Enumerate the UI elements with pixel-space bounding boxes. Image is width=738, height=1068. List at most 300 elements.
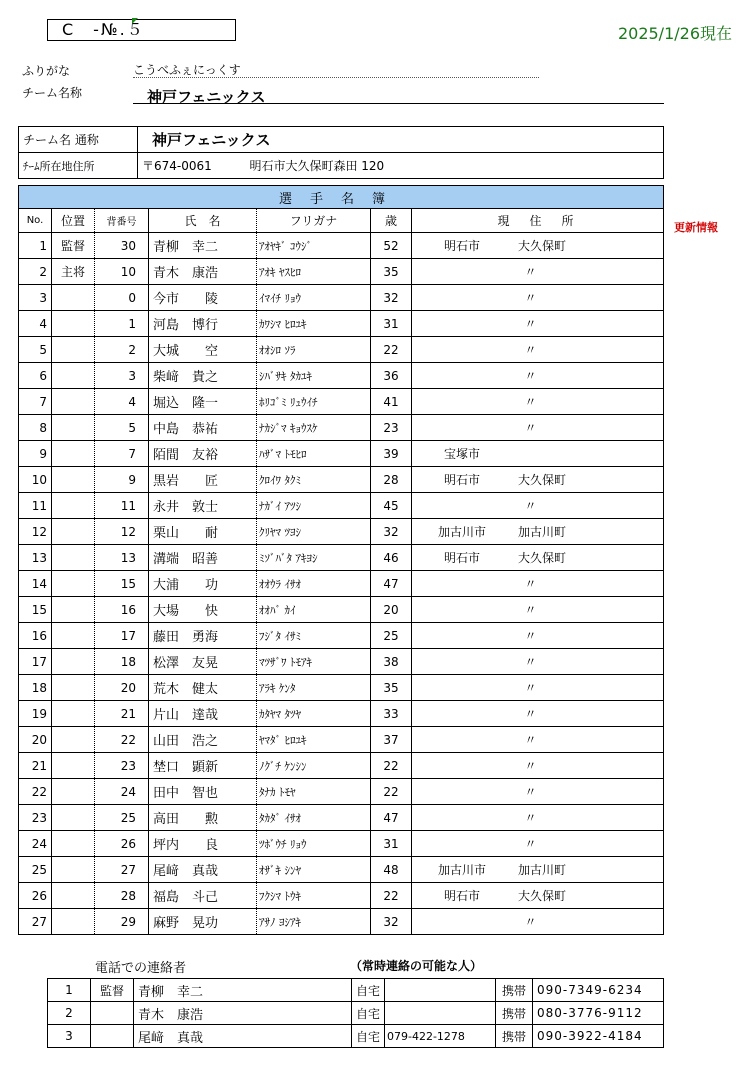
roster-table xyxy=(18,185,664,935)
player-no: 6 xyxy=(19,363,52,389)
player-name: 中島 恭祐 xyxy=(149,415,257,441)
contact-row xyxy=(48,979,664,1002)
player-kana: ﾌｼﾞﾀ ｲｻﾐ xyxy=(257,623,371,649)
player-pos xyxy=(52,415,95,441)
player-name: 田中 智也 xyxy=(149,779,257,805)
roster-header-row xyxy=(19,209,664,233)
player-address xyxy=(412,623,664,649)
as-of-date: 2025/1/26現在 xyxy=(617,24,732,43)
player-name: 麻野 晃功 xyxy=(149,909,257,935)
player-age: 25 xyxy=(371,623,412,649)
header-no: No. xyxy=(19,209,52,233)
player-no: 13 xyxy=(19,545,52,571)
table-row xyxy=(19,909,664,935)
contact-name: 青柳 幸二 xyxy=(134,979,352,1002)
player-number: 22 xyxy=(95,727,149,753)
player-age: 47 xyxy=(371,571,412,597)
player-address xyxy=(412,701,664,727)
contact-no: 3 xyxy=(48,1025,91,1048)
player-address xyxy=(412,285,664,311)
address-city: 明石市 xyxy=(443,551,480,565)
player-pos xyxy=(52,493,95,519)
home-phone: 079-422-1278 xyxy=(385,1025,496,1048)
player-kana: ﾌｸｼﾏ ﾄｳｷ xyxy=(257,883,371,909)
player-age: 22 xyxy=(371,883,412,909)
player-address xyxy=(412,675,664,701)
player-number: 1 xyxy=(95,311,149,337)
player-name: 堀込 隆一 xyxy=(149,389,257,415)
player-pos xyxy=(52,519,95,545)
ditto-mark: 〃 xyxy=(524,343,537,357)
table-row xyxy=(19,493,664,519)
player-address xyxy=(412,519,664,545)
player-number: 16 xyxy=(95,597,149,623)
common-name-label: チーム名 通称 xyxy=(19,127,138,153)
player-number: 29 xyxy=(95,909,149,935)
player-name: 黒岩 匠 xyxy=(149,467,257,493)
contact-pos xyxy=(91,1025,134,1048)
player-name: 坪内 良 xyxy=(149,831,257,857)
team-info-table xyxy=(18,126,664,179)
home-label: 自宅 xyxy=(352,1025,385,1048)
player-age: 23 xyxy=(371,415,412,441)
player-pos xyxy=(52,701,95,727)
player-no: 17 xyxy=(19,649,52,675)
table-row xyxy=(19,363,664,389)
player-name: 大城 空 xyxy=(149,337,257,363)
player-address xyxy=(412,259,664,285)
player-name: 埜口 顕新 xyxy=(149,753,257,779)
address-value: 明石市大久保町森田 120 xyxy=(249,159,385,173)
player-pos xyxy=(52,571,95,597)
player-address xyxy=(412,545,664,571)
furigana-label: ふりがな xyxy=(22,64,71,78)
address-town: 加古川町 xyxy=(517,863,566,877)
player-age: 20 xyxy=(371,597,412,623)
table-row xyxy=(19,571,664,597)
player-kana: ｲﾏｲﾁ ﾘｮｳ xyxy=(257,285,371,311)
player-name: 陌間 友裕 xyxy=(149,441,257,467)
player-no: 18 xyxy=(19,675,52,701)
player-address xyxy=(412,363,664,389)
player-kana: ﾀﾅｶ ﾄﾓﾔ xyxy=(257,779,371,805)
player-address xyxy=(412,883,664,909)
mobile-phone: 090-3922-4184 xyxy=(533,1025,664,1048)
team-name-value: 神戸フェニックス xyxy=(133,86,664,104)
player-no: 20 xyxy=(19,727,52,753)
player-name: 今市 陵 xyxy=(149,285,257,311)
ditto-mark: 〃 xyxy=(524,759,537,773)
player-number: 11 xyxy=(95,493,149,519)
player-no: 12 xyxy=(19,519,52,545)
player-kana: ｱｵｷ ﾔｽﾋﾛ xyxy=(257,259,371,285)
player-name: 永井 敦士 xyxy=(149,493,257,519)
player-address xyxy=(412,441,664,467)
player-age: 33 xyxy=(371,701,412,727)
table-row xyxy=(19,415,664,441)
ditto-mark: 〃 xyxy=(524,291,537,305)
player-no: 27 xyxy=(19,909,52,935)
table-row xyxy=(19,441,664,467)
player-pos xyxy=(52,389,95,415)
table-row xyxy=(19,519,664,545)
player-age: 36 xyxy=(371,363,412,389)
ditto-mark: 〃 xyxy=(524,499,537,513)
player-no: 23 xyxy=(19,805,52,831)
player-no: 2 xyxy=(19,259,52,285)
player-pos xyxy=(52,441,95,467)
ditto-mark: 〃 xyxy=(524,317,537,331)
player-no: 4 xyxy=(19,311,52,337)
address-city: 加古川市 xyxy=(437,863,486,877)
player-age: 32 xyxy=(371,285,412,311)
table-row xyxy=(19,779,664,805)
address-town: 大久保町 xyxy=(517,551,566,565)
contact-name: 尾﨑 真哉 xyxy=(134,1025,352,1048)
table-row xyxy=(19,883,664,909)
player-kana: ｸﾛｲﾜ ﾀｸﾐ xyxy=(257,467,371,493)
table-row xyxy=(19,285,664,311)
table-row xyxy=(19,259,664,285)
contact-no: 1 xyxy=(48,979,91,1002)
player-name: 大浦 功 xyxy=(149,571,257,597)
contact-no: 2 xyxy=(48,1002,91,1025)
player-number: 27 xyxy=(95,857,149,883)
player-no: 15 xyxy=(19,597,52,623)
contact-name: 青木 康浩 xyxy=(134,1002,352,1025)
player-pos xyxy=(52,311,95,337)
player-number: 10 xyxy=(95,259,149,285)
home-phone xyxy=(385,1002,496,1025)
player-number: 28 xyxy=(95,883,149,909)
player-kana: ﾅｶﾞｲ ｱﾂｼ xyxy=(257,493,371,519)
cell-comment-marker xyxy=(132,18,138,24)
player-address xyxy=(412,805,664,831)
table-row xyxy=(19,649,664,675)
player-address xyxy=(412,857,664,883)
table-row xyxy=(19,389,664,415)
header-pos: 位置 xyxy=(52,209,95,233)
player-number: 21 xyxy=(95,701,149,727)
player-number: 12 xyxy=(95,519,149,545)
player-age: 45 xyxy=(371,493,412,519)
table-row xyxy=(19,727,664,753)
player-pos xyxy=(52,753,95,779)
ditto-mark: 〃 xyxy=(524,915,537,929)
player-number: 3 xyxy=(95,363,149,389)
player-no: 8 xyxy=(19,415,52,441)
ditto-mark: 〃 xyxy=(524,421,537,435)
player-pos xyxy=(52,597,95,623)
address-town: 大久保町 xyxy=(517,473,566,487)
address-city: 宝塚市 xyxy=(443,447,480,461)
home-phone xyxy=(385,979,496,1002)
form-code: C -№.５ xyxy=(62,20,145,39)
player-number: 30 xyxy=(95,233,149,259)
player-name: 高田 勲 xyxy=(149,805,257,831)
player-age: 35 xyxy=(371,259,412,285)
player-number: 15 xyxy=(95,571,149,597)
player-no: 14 xyxy=(19,571,52,597)
player-age: 22 xyxy=(371,779,412,805)
player-name: 河島 博行 xyxy=(149,311,257,337)
player-age: 31 xyxy=(371,311,412,337)
header-num: 背番号 xyxy=(95,209,149,233)
player-age: 31 xyxy=(371,831,412,857)
player-address xyxy=(412,233,664,259)
player-no: 5 xyxy=(19,337,52,363)
player-kana: ｵｵﾊﾞ ｶｲ xyxy=(257,597,371,623)
table-row xyxy=(19,623,664,649)
player-pos xyxy=(52,857,95,883)
ditto-mark: 〃 xyxy=(524,603,537,617)
table-row xyxy=(19,311,664,337)
player-number: 24 xyxy=(95,779,149,805)
table-row xyxy=(19,233,664,259)
player-pos xyxy=(52,363,95,389)
player-name: 荒木 健太 xyxy=(149,675,257,701)
player-kana: ｶﾀﾔﾏ ﾀﾂﾔ xyxy=(257,701,371,727)
player-no: 25 xyxy=(19,857,52,883)
player-number: 5 xyxy=(95,415,149,441)
ditto-mark: 〃 xyxy=(524,655,537,669)
player-pos: 監督 xyxy=(52,233,95,259)
player-age: 48 xyxy=(371,857,412,883)
player-kana: ｶﾜｼﾏ ﾋﾛﾕｷ xyxy=(257,311,371,337)
address-city: 明石市 xyxy=(443,473,480,487)
ditto-mark: 〃 xyxy=(524,395,537,409)
player-kana: ﾊｻﾞﾏ ﾄﾓﾋﾛ xyxy=(257,441,371,467)
player-pos xyxy=(52,779,95,805)
player-name: 青木 康浩 xyxy=(149,259,257,285)
mobile-label: 携帯 xyxy=(496,1025,533,1048)
player-age: 32 xyxy=(371,909,412,935)
contact-row xyxy=(48,1025,664,1048)
player-kana: ｵｵｼﾛ ｿﾗ xyxy=(257,337,371,363)
player-number: 18 xyxy=(95,649,149,675)
contact-table xyxy=(47,978,664,1048)
table-row xyxy=(19,831,664,857)
player-kana: ﾏﾂｻﾞﾜ ﾄﾓｱｷ xyxy=(257,649,371,675)
player-kana: ｸﾘﾔﾏ ﾂﾖｼ xyxy=(257,519,371,545)
address-town: 加古川町 xyxy=(517,525,566,539)
player-number: 2 xyxy=(95,337,149,363)
contact-pos xyxy=(91,1002,134,1025)
contact-title: 電話での連絡者 xyxy=(95,961,187,976)
player-number: 23 xyxy=(95,753,149,779)
player-name: 尾﨑 真哉 xyxy=(149,857,257,883)
address-town: 大久保町 xyxy=(517,239,566,253)
player-number: 17 xyxy=(95,623,149,649)
player-kana: ｱｻﾉ ﾖｼｱｷ xyxy=(257,909,371,935)
form-code-box xyxy=(47,19,236,41)
table-row xyxy=(19,597,664,623)
player-pos xyxy=(52,337,95,363)
team-name-label: チーム名称 xyxy=(22,86,83,100)
player-name: 山田 浩之 xyxy=(149,727,257,753)
header-name: 氏 名 xyxy=(149,209,257,233)
mobile-label: 携帯 xyxy=(496,1002,533,1025)
table-row xyxy=(19,753,664,779)
player-kana: ﾀｶﾀﾞ ｲｻｵ xyxy=(257,805,371,831)
table-row xyxy=(19,337,664,363)
table-row xyxy=(19,805,664,831)
player-kana: ｱｵﾔｷﾞ ｺｳｼﾞ xyxy=(257,233,371,259)
ditto-mark: 〃 xyxy=(524,681,537,695)
mobile-phone: 090-7349-6234 xyxy=(533,979,664,1002)
player-kana: ｱﾗｷ ｹﾝﾀ xyxy=(257,675,371,701)
player-number: 13 xyxy=(95,545,149,571)
player-name: 大場 快 xyxy=(149,597,257,623)
player-kana: ﾎﾘｺﾞﾐ ﾘｭｳｲﾁ xyxy=(257,389,371,415)
player-age: 52 xyxy=(371,233,412,259)
player-kana: ｼﾊﾞｻｷ ﾀｶﾕｷ xyxy=(257,363,371,389)
player-number: 0 xyxy=(95,285,149,311)
player-no: 19 xyxy=(19,701,52,727)
player-name: 片山 達哉 xyxy=(149,701,257,727)
common-name-value: 神戸フェニックス xyxy=(138,127,664,153)
player-number: 26 xyxy=(95,831,149,857)
player-age: 35 xyxy=(371,675,412,701)
player-age: 39 xyxy=(371,441,412,467)
player-pos xyxy=(52,649,95,675)
player-age: 38 xyxy=(371,649,412,675)
contact-pos: 監督 xyxy=(91,979,134,1002)
player-pos xyxy=(52,805,95,831)
player-address xyxy=(412,571,664,597)
player-address xyxy=(412,337,664,363)
address-city: 加古川市 xyxy=(437,525,486,539)
ditto-mark: 〃 xyxy=(524,785,537,799)
update-info-label: 更新情報 xyxy=(674,221,718,234)
player-no: 9 xyxy=(19,441,52,467)
mobile-phone: 080-3776-9112 xyxy=(533,1002,664,1025)
player-name: 松澤 友晃 xyxy=(149,649,257,675)
player-pos xyxy=(52,883,95,909)
ditto-mark: 〃 xyxy=(524,265,537,279)
player-kana: ﾔﾏﾀﾞ ﾋﾛﾕｷ xyxy=(257,727,371,753)
player-age: 22 xyxy=(371,337,412,363)
table-row xyxy=(19,701,664,727)
player-no: 10 xyxy=(19,467,52,493)
ditto-mark: 〃 xyxy=(524,369,537,383)
home-label: 自宅 xyxy=(352,979,385,1002)
player-age: 37 xyxy=(371,727,412,753)
player-address xyxy=(412,831,664,857)
address-city: 明石市 xyxy=(443,889,480,903)
contact-row xyxy=(48,1002,664,1025)
table-row xyxy=(19,545,664,571)
header-addr: 現 住 所 xyxy=(412,209,664,233)
ditto-mark: 〃 xyxy=(524,811,537,825)
address-town: 大久保町 xyxy=(517,889,566,903)
ditto-mark: 〃 xyxy=(524,837,537,851)
player-age: 41 xyxy=(371,389,412,415)
player-address xyxy=(412,467,664,493)
player-no: 3 xyxy=(19,285,52,311)
player-name: 青柳 幸二 xyxy=(149,233,257,259)
player-pos xyxy=(52,675,95,701)
postal-code: 〒674-0061 xyxy=(142,159,212,173)
player-no: 26 xyxy=(19,883,52,909)
player-no: 16 xyxy=(19,623,52,649)
player-address xyxy=(412,727,664,753)
player-number: 25 xyxy=(95,805,149,831)
player-number: 7 xyxy=(95,441,149,467)
player-name: 溝端 昭善 xyxy=(149,545,257,571)
player-number: 9 xyxy=(95,467,149,493)
player-address xyxy=(412,415,664,441)
address-city: 明石市 xyxy=(443,239,480,253)
player-pos xyxy=(52,545,95,571)
player-address xyxy=(412,493,664,519)
address-cell xyxy=(138,153,664,179)
table-row xyxy=(19,675,664,701)
player-pos xyxy=(52,467,95,493)
contact-note: （常時連絡の可能な人） xyxy=(350,959,483,973)
player-address xyxy=(412,311,664,337)
player-address xyxy=(412,909,664,935)
player-kana: ｵｻﾞｷ ｼﾝﾔ xyxy=(257,857,371,883)
ditto-mark: 〃 xyxy=(524,629,537,643)
player-kana: ﾉｸﾞﾁ ｹﾝｼﾝ xyxy=(257,753,371,779)
player-address xyxy=(412,389,664,415)
player-kana: ﾅｶｼﾞﾏ ｷｮｳｽｹ xyxy=(257,415,371,441)
player-pos xyxy=(52,909,95,935)
player-no: 21 xyxy=(19,753,52,779)
mobile-label: 携帯 xyxy=(496,979,533,1002)
player-address xyxy=(412,649,664,675)
player-name: 柴﨑 貴之 xyxy=(149,363,257,389)
player-no: 7 xyxy=(19,389,52,415)
table-row xyxy=(19,857,664,883)
header-age: 歳 xyxy=(371,209,412,233)
header-kana: フリガナ xyxy=(257,209,371,233)
player-name: 福島 斗己 xyxy=(149,883,257,909)
roster-caption: 選手名簿 xyxy=(19,186,664,209)
player-age: 28 xyxy=(371,467,412,493)
player-no: 24 xyxy=(19,831,52,857)
ditto-mark: 〃 xyxy=(524,707,537,721)
player-age: 32 xyxy=(371,519,412,545)
player-pos xyxy=(52,285,95,311)
table-row xyxy=(19,467,664,493)
player-pos xyxy=(52,831,95,857)
player-age: 22 xyxy=(371,753,412,779)
player-number: 4 xyxy=(95,389,149,415)
player-address xyxy=(412,753,664,779)
player-kana: ﾐｿﾞﾊﾞﾀ ｱｷﾖｼ xyxy=(257,545,371,571)
home-label: 自宅 xyxy=(352,1002,385,1025)
player-no: 1 xyxy=(19,233,52,259)
player-age: 46 xyxy=(371,545,412,571)
player-number: 20 xyxy=(95,675,149,701)
player-name: 藤田 勇海 xyxy=(149,623,257,649)
player-address xyxy=(412,779,664,805)
player-pos: 主将 xyxy=(52,259,95,285)
furigana-value: こうべふぇにっくす xyxy=(133,61,539,78)
player-age: 47 xyxy=(371,805,412,831)
ditto-mark: 〃 xyxy=(524,733,537,747)
player-pos xyxy=(52,623,95,649)
player-name: 栗山 耐 xyxy=(149,519,257,545)
player-pos xyxy=(52,727,95,753)
player-kana: ﾂﾎﾞｳﾁ ﾘｮｳ xyxy=(257,831,371,857)
ditto-mark: 〃 xyxy=(524,577,537,591)
player-address xyxy=(412,597,664,623)
player-no: 22 xyxy=(19,779,52,805)
player-kana: ｵｵｳﾗ ｲｻｵ xyxy=(257,571,371,597)
